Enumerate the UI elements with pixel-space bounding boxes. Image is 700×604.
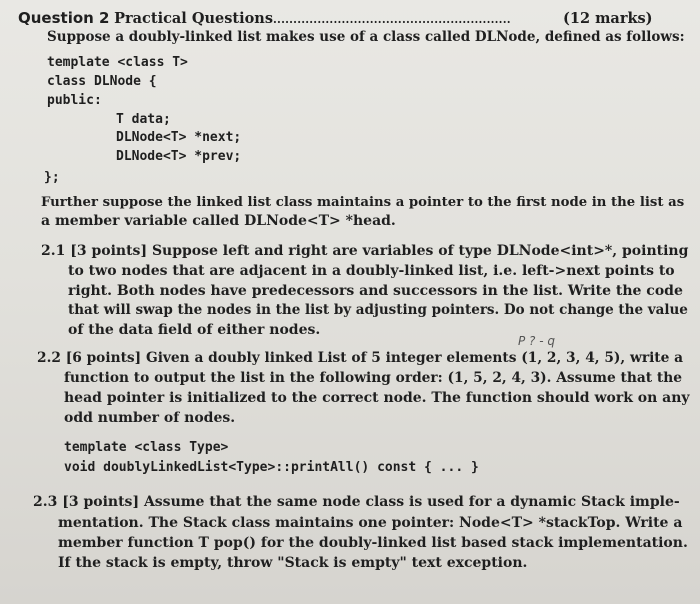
code-public-line: public: xyxy=(47,93,102,108)
handwritten-note: P ? - q xyxy=(518,334,555,348)
q22-line-3: head pointer is initialized to the correct node. The function should work on any xyxy=(64,390,690,406)
q21-line-2: to two nodes that are adjacent in a doubly-linked list, i.e. left->next points to xyxy=(68,263,675,279)
code-template-line: template <class T> xyxy=(47,55,188,70)
q21-line-5: of the data field of either nodes. xyxy=(68,322,321,338)
code-next-line: DLNode<T> *next; xyxy=(116,130,242,145)
q21-line-3: right. Both nodes have predecessors and successors in the list. Write the code xyxy=(68,283,683,299)
q23-line-4: If the stack is empty, throw "Stack is empty" text exception. xyxy=(58,555,528,571)
q22-line-4: odd number of nodes. xyxy=(64,410,236,426)
code-class-line: class DLNode { xyxy=(47,74,157,89)
code-prev-line: DLNode<T> *prev; xyxy=(116,149,242,164)
code-close-line: }; xyxy=(44,170,60,185)
q21-line-1: 2.1 [3 points] Suppose left and right are variables of type DLNode<int>*, pointing xyxy=(41,243,689,259)
q23-line-1: 2.3 [3 points] Assume that the same node class is used for a dynamic Stack imple- xyxy=(33,494,680,510)
q23-line-3: member function T pop() for the doubly-linked list based stack implementation. xyxy=(58,535,688,551)
intro-text: Suppose a doubly-linked list makes use of a class called DLNode, defined as follows: xyxy=(47,29,685,45)
q23-line-2: mentation. The Stack class maintains one pointer: Node<T> *stackTop. Write a xyxy=(58,515,683,531)
q22-code-template: template <class Type> xyxy=(64,440,229,455)
question-title: Practical Questions xyxy=(114,10,274,27)
question-label: Question 2 xyxy=(18,9,110,27)
q21-line-4: that will swap the nodes in the list by adjusting pointers. Do not change the value xyxy=(68,302,688,318)
q22-code-signature: void doublyLinkedList<Type>::printAll() const { ... } xyxy=(64,460,479,475)
further-line-1: Further suppose the linked list class maintains a pointer to the first node in the list as xyxy=(41,195,685,210)
further-line-2: a member variable called DLNode<T> *head. xyxy=(41,213,396,229)
q22-line-1: 2.2 [6 points] Given a doubly linked List of 5 integer elements (1, 2, 3, 4, 5), write a xyxy=(37,350,684,366)
code-data-line: T data; xyxy=(116,112,171,127)
heading-leader-dots: ........................................................... xyxy=(273,13,511,26)
question-heading xyxy=(18,9,511,29)
question-marks: (12 marks) xyxy=(563,10,653,27)
q22-line-2: function to output the list in the following order: (1, 5, 2, 4, 3). Assume that the xyxy=(64,370,682,386)
